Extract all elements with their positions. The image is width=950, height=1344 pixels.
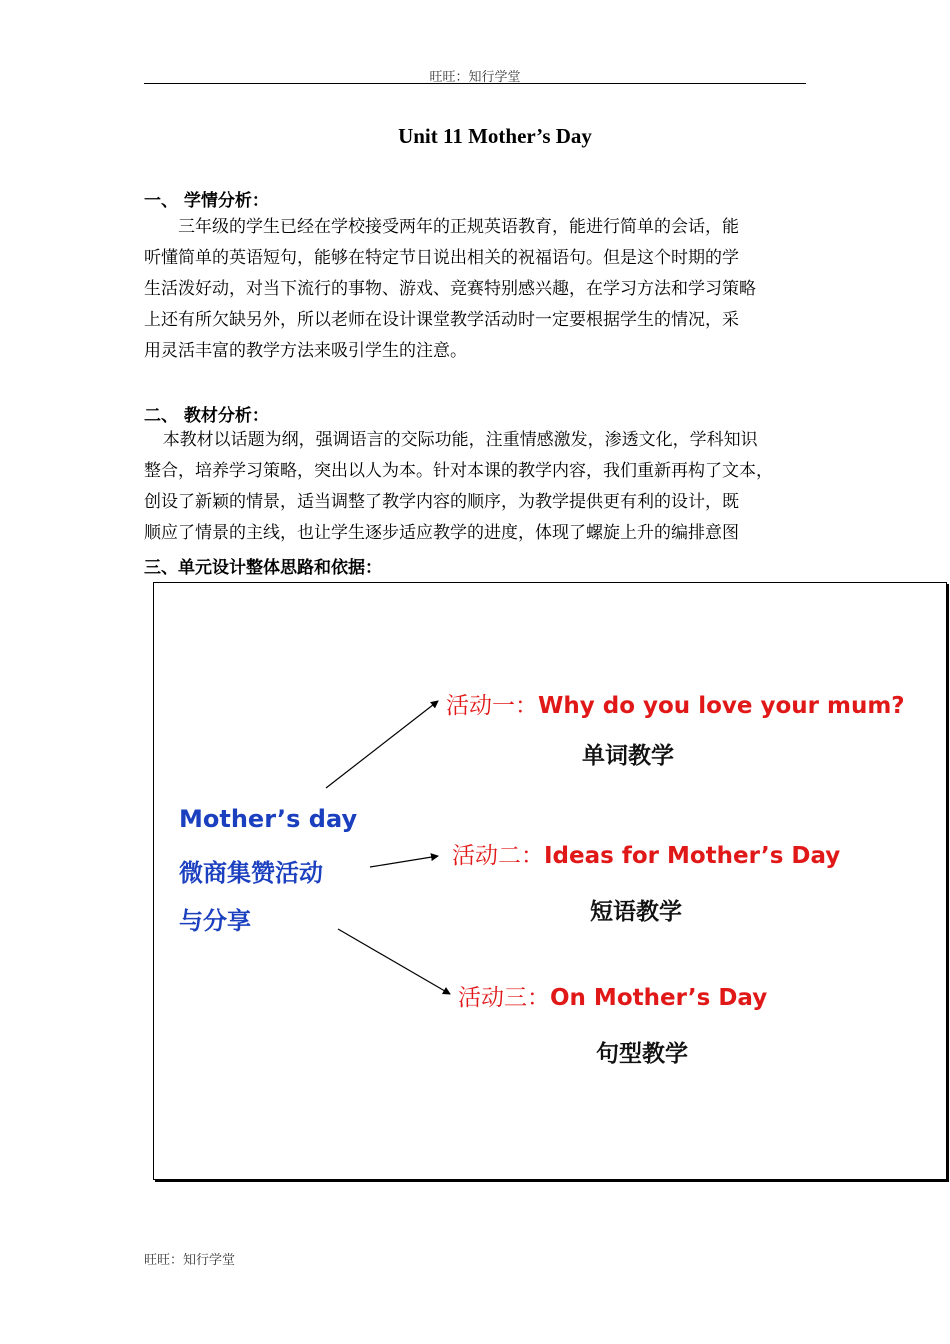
activity-3-prefix: 活动三： — [458, 985, 550, 1011]
section-1-paragraph — [144, 212, 810, 367]
activity-3-label — [458, 979, 767, 1012]
section-2-paragraph — [144, 425, 810, 549]
section-2-heading: 二、 教材分析： — [144, 406, 269, 426]
arrow-to-activity-3 — [338, 929, 450, 994]
section-2-line: 本教材以话题为纲，强调语言的交际功能，注重情感激发，渗透文化，学科知识 — [162, 430, 758, 450]
arrow-to-activity-2 — [370, 856, 438, 867]
section-1-line: 用灵活丰富的教学方法来吸引学生的注意。 — [144, 341, 467, 361]
page-footer: 旺旺：知行学堂 — [144, 1253, 236, 1268]
section-3-heading: 三、单元设计整体思路和依据： — [144, 558, 382, 578]
unit-design-diagram — [153, 582, 947, 1180]
center-topic-line-2: 微商集赞活动 — [179, 859, 323, 887]
arrow-to-activity-1 — [326, 701, 438, 788]
section-2-line: 创设了新颖的情景，适当调整了教学内容的顺序，为教学提供更有利的设计，既 — [144, 492, 739, 512]
header-rule — [144, 83, 806, 84]
section-2-line: 整合，培养学习策略，突出以人为本。针对本课的教学内容，我们重新再构了文本， — [144, 461, 773, 481]
section-2-line: 顺应了情景的主线，也让学生逐步适应教学的进度，体现了螺旋上升的编排意图 — [144, 523, 739, 543]
activity-3-subtitle: 句型教学 — [596, 1041, 688, 1067]
section-1-line: 三年级的学生已经在学校接受两年的正规英语教育，能进行简单的会话，能 — [178, 217, 739, 237]
activity-1-label — [446, 687, 905, 720]
document-title: Unit 11 Mother’s Day — [398, 124, 592, 148]
center-topic-line-1: Mother’s day — [179, 805, 358, 833]
section-1-line: 生活泼好动，对当下流行的事物、游戏、竞赛特别感兴趣，在学习方法和学习策略 — [144, 279, 756, 299]
section-1-line: 听懂简单的英语短句，能够在特定节日说出相关的祝福语句。但是这个时期的学 — [144, 248, 739, 268]
activity-1-prefix: 活动一： — [446, 693, 538, 719]
section-1-line: 上还有所欠缺另外，所以老师在设计课堂教学活动时一定要根据学生的情况，采 — [144, 310, 739, 330]
page-header: 旺旺：知行学堂 — [429, 70, 521, 85]
activity-2-label — [452, 837, 840, 870]
activity-2-title: Ideas for Mother’s Day — [544, 843, 841, 869]
section-1-heading: 一、 学情分析： — [144, 191, 269, 211]
activity-1-title: Why do you love your mum? — [538, 693, 905, 719]
center-topic-line-3: 与分享 — [179, 907, 251, 935]
activity-2-subtitle: 短语教学 — [590, 899, 682, 925]
activity-3-title: On Mother’s Day — [550, 985, 768, 1011]
activity-1-subtitle: 单词教学 — [582, 743, 674, 769]
activity-2-prefix: 活动二： — [452, 843, 544, 869]
